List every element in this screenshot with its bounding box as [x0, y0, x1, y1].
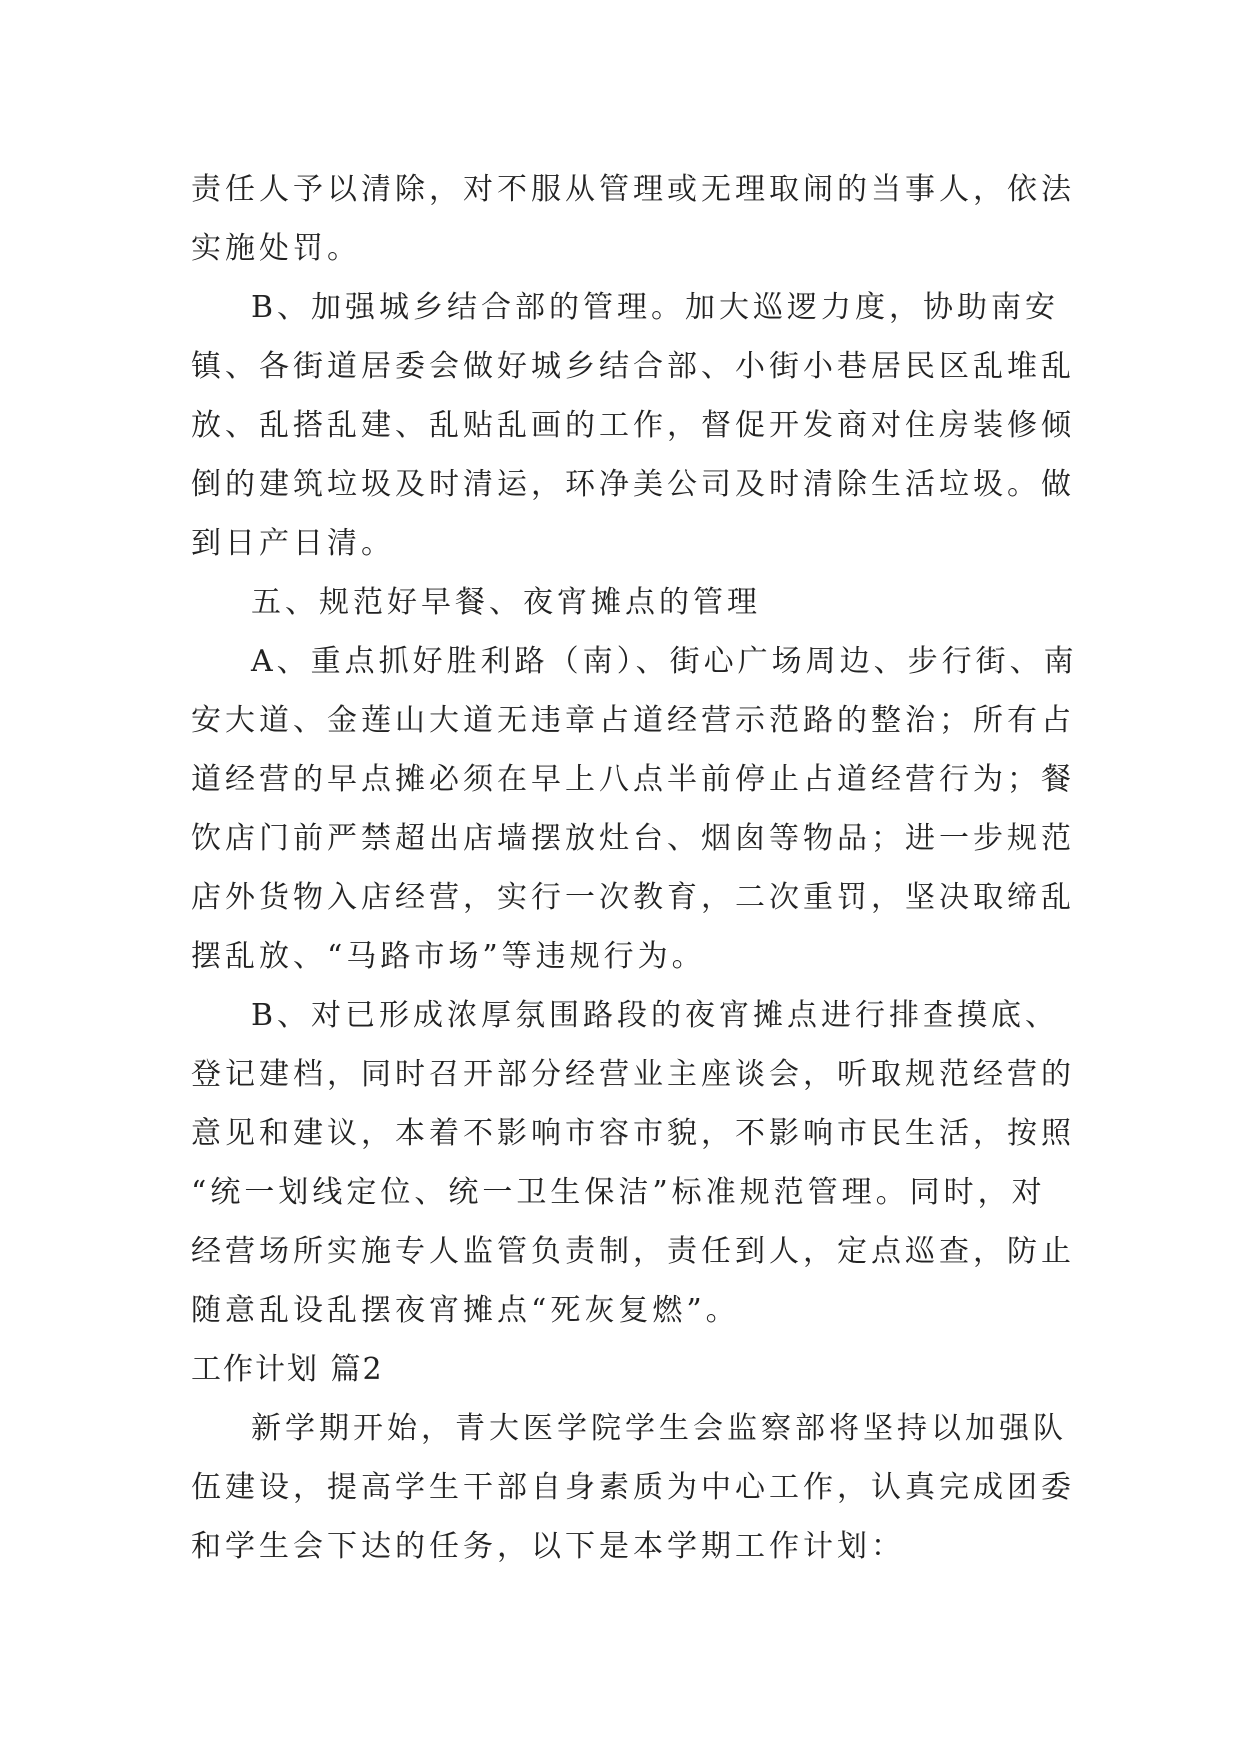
text-line: 镇、各街道居委会做好城乡结合部、小街小巷居民区乱堆乱	[191, 349, 1075, 384]
text-line: 伍建设，提高学生干部自身素质为中心工作，认真完成团委	[191, 1470, 1075, 1505]
section-heading: 五、规范好早餐、夜宵摊点的管理	[251, 585, 761, 620]
text-line: “统一划线定位、统一卫生保洁”标准规范管理。同时，对	[191, 1175, 1046, 1210]
paragraph-start-line: B、加强城乡结合部的管理。加大巡逻力度，协助南安	[251, 290, 1060, 325]
text-line: 放、乱搭乱建、乱贴乱画的工作，督促开发商对住房装修倾	[191, 408, 1075, 443]
text-line: 店外货物入店经营，实行一次教育，二次重罚，坚决取缔乱	[191, 880, 1075, 915]
text-line: 饮店门前严禁超出店墙摆放灶台、烟囱等物品；进一步规范	[191, 821, 1075, 856]
paragraph-start-line: 新学期开始，青大医学院学生会监察部将坚持以加强队	[251, 1411, 1067, 1446]
section-title: 工作计划 篇2	[191, 1352, 384, 1387]
text-line: 实施处罚。	[191, 231, 361, 266]
text-line: 倒的建筑垃圾及时清运，环净美公司及时清除生活垃圾。做	[191, 467, 1075, 502]
text-line: 安大道、金莲山大道无违章占道经营示范路的整治；所有占	[191, 703, 1075, 738]
text-line: 到日产日清。	[191, 526, 395, 561]
text-line: 道经营的早点摊必须在早上八点半前停止占道经营行为；餐	[191, 762, 1075, 797]
paragraph-start-line: A、重点抓好胜利路（南）、街心广场周边、步行街、南	[251, 644, 1078, 679]
text-line: 和学生会下达的任务，以下是本学期工作计划：	[191, 1529, 905, 1564]
text-line: 经营场所实施专人监管负责制，责任到人，定点巡查，防止	[191, 1234, 1075, 1269]
text-line: 摆乱放、“马路市场”等违规行为。	[191, 939, 706, 974]
text-line: 登记建档，同时召开部分经营业主座谈会，听取规范经营的	[191, 1057, 1075, 1092]
paragraph-start-line: B、对已形成浓厚氛围路段的夜宵摊点进行排查摸底、	[251, 998, 1060, 1033]
text-line: 随意乱设乱摆夜宵摊点“死灰复燃”。	[191, 1293, 740, 1328]
text-line: 责任人予以清除，对不服从管理或无理取闹的当事人，依法	[191, 172, 1075, 207]
text-line: 意见和建议，本着不影响市容市貌，不影响市民生活，按照	[191, 1116, 1075, 1151]
document-body	[191, 160, 1078, 1576]
